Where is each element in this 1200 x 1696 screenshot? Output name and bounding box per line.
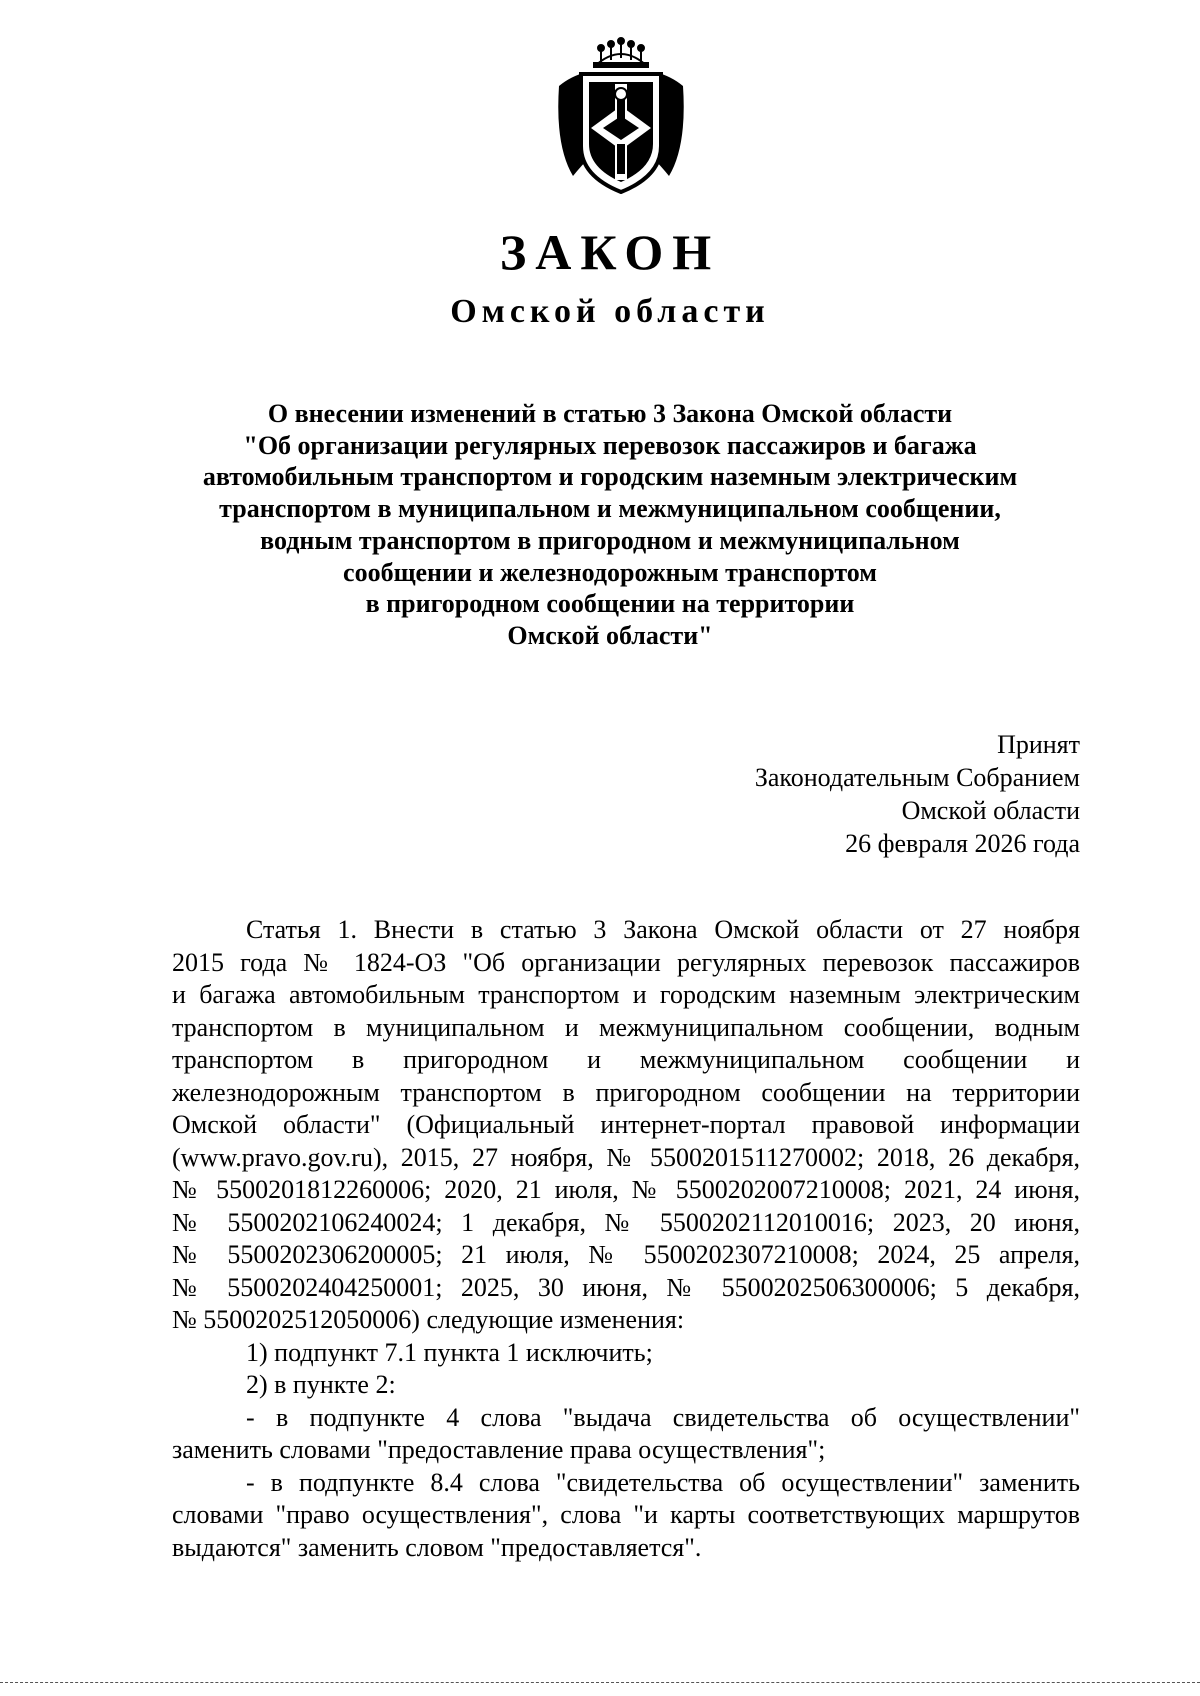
article-line: железнодорожным транспортом в пригородном сообщении на территории <box>172 1077 1080 1107</box>
article-line: № 5500202306200005; 21 июля, № 5500202307210008; 2024, 25 апреля, <box>172 1240 1080 1269</box>
subject-line: транспортом в муниципальном и межмуниципальном сообщении, <box>219 494 1001 524</box>
article-line: № 5500202106240024; 1 декабря, № 5500202112010016; 2023, 20 июня, <box>172 1207 1080 1237</box>
article-line: (www.pravo.gov.ru), 2015, 27 ноября, № 5500201511270002; 2018, 26 декабря, <box>172 1142 1080 1172</box>
subitem-line: словами "право осуществления", слова "и карты соответствующих маршрутов <box>172 1500 1080 1529</box>
article-line: Статья 1. Внести в статью 3 Закона Омской области от 27 ноября <box>246 915 1080 944</box>
article-line: № 5500202404250001; 2025, 30 июня, № 5500202506300006; 5 декабря, <box>172 1272 1080 1302</box>
subitem-line: - в подпункте 4 слова "выдача свидетельства об осуществлении" <box>246 1402 1080 1432</box>
article-line: транспортом в муниципальном и межмуниципальном сообщении, водным <box>172 1012 1080 1042</box>
adoption-date: 26 февраля 2026 года <box>845 829 1080 858</box>
scan-edge-line <box>0 1682 1200 1683</box>
adoption-line: Принят <box>997 730 1080 759</box>
article-line: № 5500202512050006) следующие изменения: <box>172 1305 685 1334</box>
subitem-line: выдаются" заменить словом "предоставляется". <box>172 1532 702 1562</box>
article-line: Омской области" (Официальный интернет-портал правовой информации <box>172 1110 1080 1139</box>
subject-line: "Об организации регулярных перевозок пассажиров и багажа <box>243 430 977 460</box>
coat-of-arms-icon <box>551 36 691 194</box>
article-1 <box>172 914 1080 1564</box>
item-2: 2) в пункте 2: <box>246 1370 396 1399</box>
article-line: № 5500201812260006; 2020, 21 июля, № 5500202007210008; 2021, 24 июня, <box>172 1175 1080 1204</box>
article-line: 2015 года № 1824-ОЗ "Об организации регулярных перевозок пассажиров <box>172 947 1080 977</box>
region-title: Омской области <box>450 293 770 330</box>
adoption-line: Законодательным Собранием <box>754 763 1080 792</box>
subject-line: автомобильным транспортом и городским наземным электрическим <box>202 462 1018 492</box>
law-subject <box>160 398 1060 652</box>
subject-line: сообщении и железнодорожным транспортом <box>343 557 877 587</box>
item-1: 1) подпункт 7.1 пункта 1 исключить; <box>246 1337 653 1367</box>
subject-line: водным транспортом в пригородном и межмуниципальном <box>260 525 960 555</box>
subitem-line: заменить словами "предоставление права осуществления"; <box>172 1435 826 1464</box>
subject-line: О внесении изменений в статью 3 Закона Омской области <box>267 399 953 428</box>
article-line: транспортом в пригородном и межмуниципальном сообщении и <box>172 1045 1080 1074</box>
subject-line: Омской области" <box>507 620 713 650</box>
subject-line: в пригородном сообщении на территории <box>365 589 855 619</box>
subitem-line: - в подпункте 8.4 слова "свидетельства об осуществлении" заменить <box>246 1467 1080 1497</box>
adoption-block <box>755 728 1080 860</box>
adoption-line: Омской области <box>901 796 1080 825</box>
law-title: ЗАКОН <box>499 224 721 280</box>
article-line: и багажа автомобильным транспортом и городским наземным электрическим <box>172 980 1080 1009</box>
